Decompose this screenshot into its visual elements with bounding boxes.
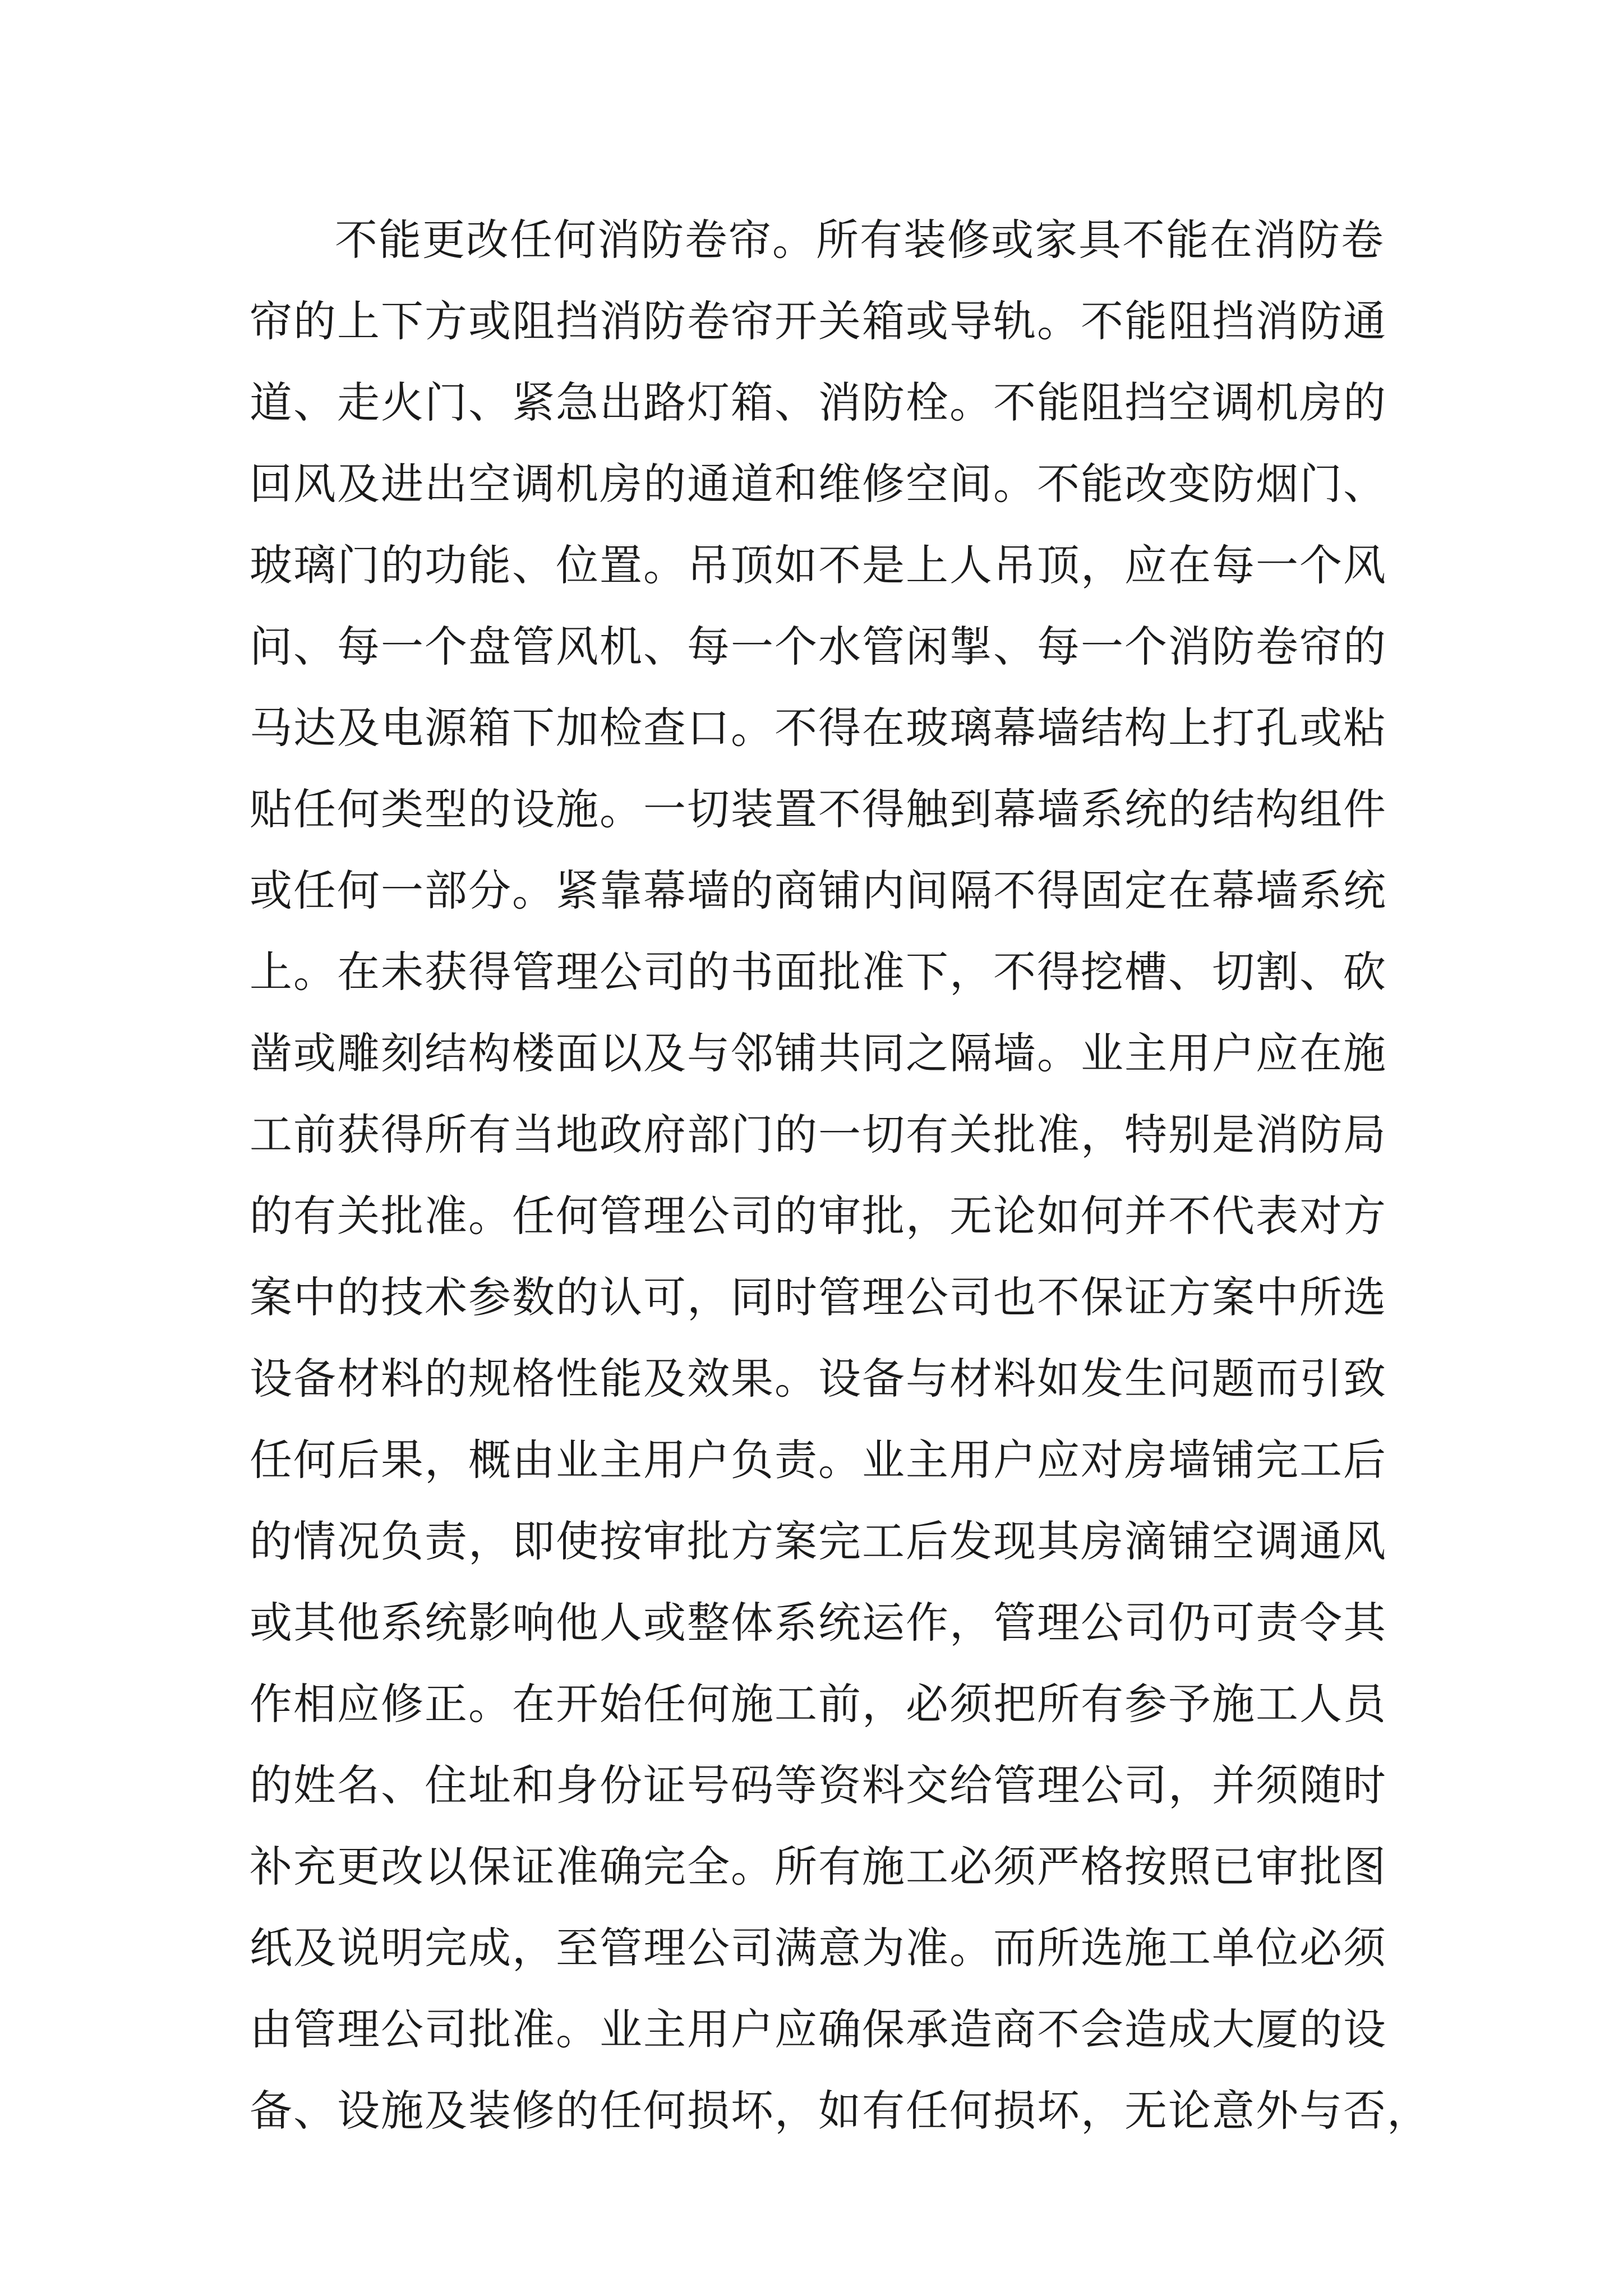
paragraph-line: 补充更改以保证准确完全。所有施工必须严格按照已审批图 [250, 1842, 1387, 1892]
paragraph-line: 上。在未获得管理公司的书面批准下，不得挖槽、切割、砍 [250, 947, 1387, 997]
body-paragraph [250, 199, 1431, 2151]
paragraph-line: 贴任何类型的设施。一切装置不得触到幕墙系统的结构组件 [250, 784, 1387, 834]
paragraph-line: 由管理公司批准。业主用户应确保承造商不会造成大厦的设 [250, 2004, 1387, 2054]
paragraph-line: 问、每一个盘管风机、每一个水管闲掣、每一个消防卷帘的 [250, 622, 1387, 671]
paragraph-line: 设备材料的规格性能及效果。设备与材料如发生问题而引致 [250, 1354, 1387, 1404]
paragraph-line: 帘的上下方或阻挡消防卷帘开关箱或导轨。不能阻挡消防通 [250, 296, 1387, 346]
paragraph-line: 案中的技术参数的认可，同时管理公司也不保证方案中所选 [250, 1272, 1387, 1322]
paragraph-line: 工前获得所有当地政府部门的一切有关批准，特别是消防局 [250, 1110, 1387, 1159]
paragraph-line: 玻璃门的功能、位置。吊顶如不是上人吊顶，应在每一个风 [250, 540, 1387, 590]
paragraph-line: 的情况负责，即使按审批方案完工后发现其房滴铺空调通风 [250, 1516, 1387, 1566]
paragraph-line: 或其他系统影响他人或整体系统运作，管理公司仍可责令其 [250, 1598, 1387, 1648]
paragraph-line: 凿或雕刻结构楼面以及与邻铺共同之隔墙。业主用户应在施 [250, 1028, 1387, 1078]
paragraph-line: 或任何一部分。紧靠幕墙的商铺内间隔不得固定在幕墙系统 [250, 866, 1387, 915]
paragraph-line: 任何后果，概由业主用户负责。业主用户应对房墙铺完工后 [250, 1435, 1387, 1485]
paragraph-line: 马达及电源箱下加检查口。不得在玻璃幕墙结构上打孔或粘 [250, 703, 1387, 753]
paragraph-line: 回风及进出空调机房的通道和维修空间。不能改变防烟门、 [250, 459, 1387, 509]
paragraph-line: 的姓名、住址和身份证号码等资料交给管理公司，并须随时 [250, 1760, 1387, 1810]
paragraph-line: 的有关批准。任何管理公司的审批，无论如何并不代表对方 [250, 1191, 1387, 1241]
paragraph-line: 作相应修正。在开始任何施工前，必须把所有参予施工人员 [250, 1679, 1387, 1729]
paragraph-line: 不能更改任何消防卷帘。所有装修或家具不能在消防卷 [335, 215, 1385, 265]
paragraph-line: 道、走火门、紧急出路灯箱、消防栓。不能阻挡空调机房的 [250, 378, 1387, 427]
paragraph-line: 备、设施及装修的任何损坏，如有任何损坏，无论意外与否， [250, 2086, 1431, 2136]
paragraph-line: 纸及说明完成，至管理公司满意为准。而所选施工单位必须 [250, 1923, 1387, 1973]
